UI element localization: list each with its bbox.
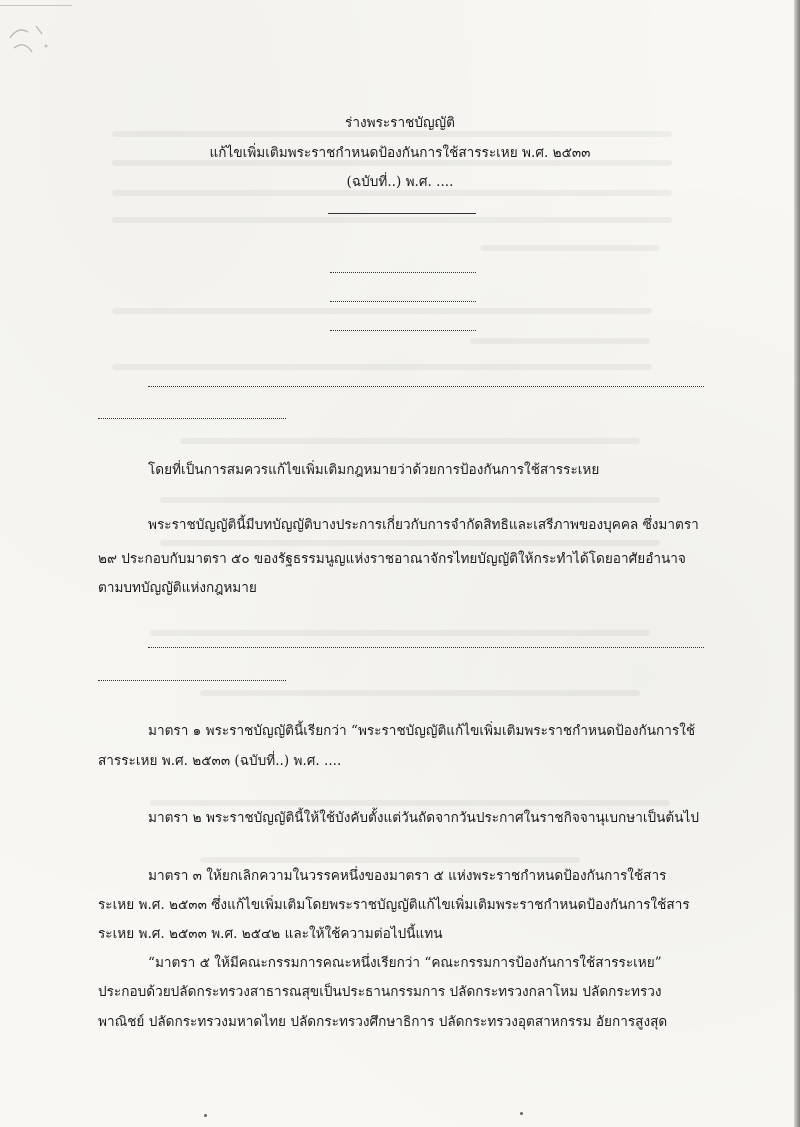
dotted-line [148,386,704,387]
bleed-through-mark [160,540,660,546]
scan-edge-line [0,5,72,6]
document-edition: (ฉบับที่..) พ.ศ. .... [346,174,454,190]
bleed-through-mark [160,497,660,503]
document-title: ร่างพระราชบัญญัติ [345,115,455,131]
preamble-rights-line: ตามบทบัญญัติแห่งกฎหมาย [98,580,257,596]
section-1-line: สารระเหย พ.ศ. ๒๕๓๓ (ฉบับที่..) พ.ศ. .... [98,753,342,769]
dotted-line [330,330,476,331]
bleed-through-mark [470,338,650,344]
bleed-through-mark [180,438,640,444]
bleed-through-mark [150,630,650,636]
section-1-line: มาตรา ๑ พระราชบัญญัตินี้เรียกว่า “พระราชบัญญัติแก้ไขเพิ่มเติมพระราชกำหนดป้องกันการใช้ [148,723,696,739]
bleed-through-mark [200,857,580,863]
section-3-line: มาตรา ๓ ให้ยกเลิกความในวรรคหนึ่งของมาตรา ๕ แห่งพระราชกำหนดป้องกันการใช้สาร [148,868,667,884]
dotted-line [98,418,286,419]
section-3-line: ระเหย พ.ศ. ๒๕๓๓ พ.ศ. ๒๕๔๒ และให้ใช้ความต่อไปนี้แทน [98,926,443,942]
section-5-line: ประกอบด้วยปลัดกระทรวงสาธารณสุขเป็นประธานกรรมการ ปลัดกระทรวงกลาโหม ปลัดกระทรวง [98,984,662,1000]
bleed-through-mark [112,364,652,370]
dotted-line [330,301,476,302]
document-subtitle: แก้ไขเพิ่มเติมพระราชกำหนดป้องกันการใช้สารระเหย พ.ศ. ๒๕๓๓ [209,145,591,161]
bleed-through-mark [200,690,640,696]
section-2: มาตรา ๒ พระราชบัญญัตินี้ให้ใช้บังคับตั้งแต่วันถัดจากวันประกาศในราชกิจจานุเบกษาเป็นต้นไป [148,810,699,826]
dotted-line [98,680,286,681]
scan-right-edge [794,0,800,1127]
preamble-reason: โดยที่เป็นการสมควรแก้ไขเพิ่มเติมกฎหมายว่าด้วยการป้องกันการใช้สารระเหย [148,462,600,478]
scan-corner-mark [6,18,76,68]
scan-speck [520,1112,523,1115]
bleed-through-mark [112,217,672,223]
dotted-line [330,272,476,273]
bleed-through-mark [480,245,660,251]
section-5-line: พาณิชย์ ปลัดกระทรวงมหาดไทย ปลัดกระทรวงศึกษาธิการ ปลัดกระทรวงอุตสาหกรรม อัยการสูงสุด [98,1014,668,1030]
section-3-line: ระเหย พ.ศ. ๒๕๓๓ ซึ่งแก้ไขเพิ่มเติมโดยพระราชบัญญัติแก้ไขเพิ่มเติมพระราชกำหนดป้องกันการใช้สาร [98,897,690,913]
preamble-rights-line: พระราชบัญญัตินี้มีบทบัญญัติบางประการเกี่ยวกับการจำกัดสิทธิและเสรีภาพของบุคคล ซึ่งมาตรา [148,517,699,533]
section-5-line: “มาตรา ๕ ให้มีคณะกรรมการคณะหนึ่งเรียกว่า “คณะกรรมการป้องกันการใช้สารระเหย” [148,955,662,971]
bleed-through-mark [112,308,652,314]
dotted-line [148,647,704,648]
title-divider [328,213,476,214]
bleed-through-mark [150,800,670,806]
scan-speck [204,1114,207,1117]
preamble-rights-line: ๒๙ ประกอบกับมาตรา ๕๐ ของรัฐธรรมนูญแห่งราชอาณาจักรไทยบัญญัติให้กระทำได้โดยอาศัยอำนาจ [98,551,686,567]
